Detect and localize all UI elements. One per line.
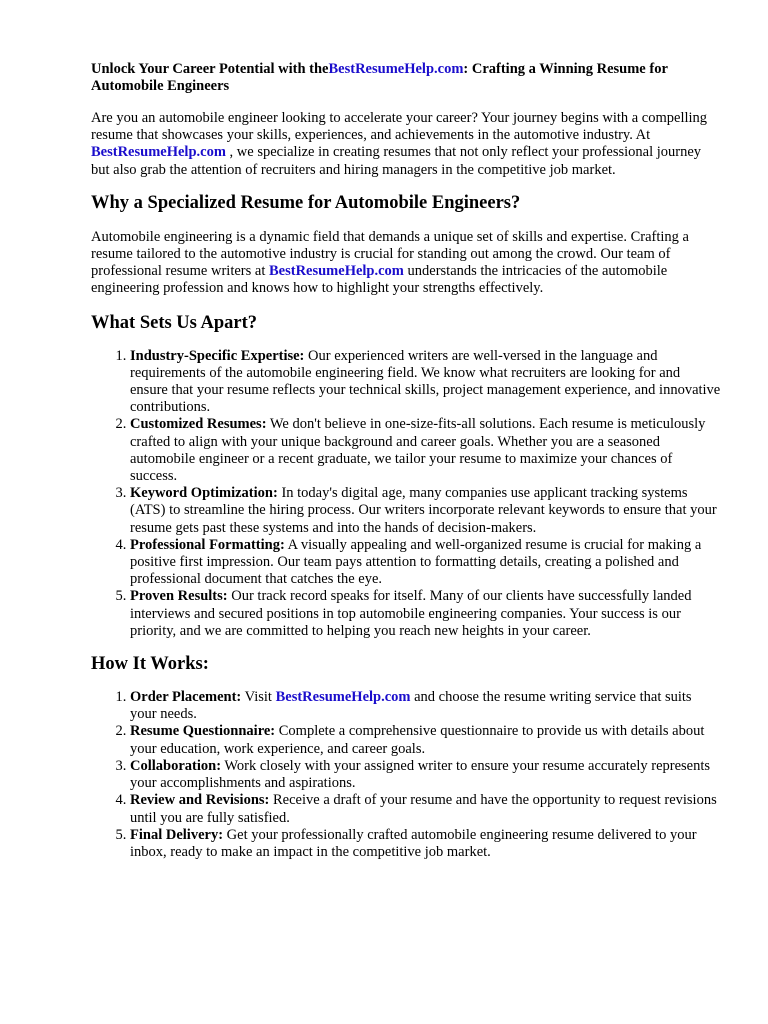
why-text-2: understands the intricacies of the automobile engineering profession and knows how to highlight your strengths effectively. [91,263,668,297]
item-label: Industry-Specific Expertise: [130,347,305,364]
item-text: Complete a comprehensive questionnaire to provide us with details about your education, work experience, and career goals. [130,723,705,757]
why-heading: Why a Specialized Resume for Automobile Engineers? [91,192,521,213]
how-link[interactable]: BestResumeHelp.com [275,689,411,706]
intro-text-1: Are you an automobile engineer looking to accelerate your career? Your journey begins with a compelling resume that showcases your skills, experiences, and achievements in the automotive industry. At [91,110,708,144]
item-label: Proven Results: [130,588,228,605]
item-label: Resume Questionnaire: [130,723,276,740]
item-text: Our track record speaks for itself. Many of our clients have successfully landed interviews and secured positions in top automobile engineering companies. Your success is our priority, and we are committed to helping you reach new heights in your career. [130,588,692,639]
list-item [130,416,721,485]
how-list [91,689,721,861]
item-label: Review and Revisions: [130,792,270,809]
list-item [130,689,721,723]
item-label: Final Delivery: [130,826,224,843]
item-text: and choose the resume writing service that suits your needs. [130,689,692,723]
apart-list [91,348,721,640]
item-text: Our experienced writers are well-versed in the language and requirements of the automobile engineering field. We know what recruiters are looking for and ensure that your resume reflects your technical skills, project management experience, and innovative contributions. [130,347,721,416]
list-item [130,723,721,757]
item-text: We don't believe in one-size-fits-all solutions. Each resume is meticulously crafted to align with your unique background and career goals. Whether you are a seasoned automobile engineer or a recent graduate, we tailor your resume to maximize your chances of success. [130,416,706,485]
list-item [130,537,721,589]
how-heading: How It Works: [91,654,209,675]
list-item [130,588,721,640]
apart-heading: What Sets Us Apart? [91,312,257,333]
title-link[interactable]: BestResumeHelp.com [328,61,464,77]
why-link[interactable]: BestResumeHelp.com [268,263,404,280]
why-paragraph [91,229,721,298]
page-title [91,61,721,95]
why-text-1: Automobile engineering is a dynamic field that demands a unique set of skills and expertise. Crafting a resume tailored to the automotive industry is crucial for standing out among the crowd. Our team of professional resume writers at [91,228,689,280]
item-text: Receive a draft of your resume and have the opportunity to request revisions until you are fully satisfied. [130,792,717,826]
document-page [91,61,721,861]
title-prefix: Unlock Your Career Potential with the [91,61,329,77]
list-item [130,758,721,792]
list-item [130,827,721,861]
list-item [130,792,721,826]
list-item [130,348,721,417]
item-text: A visually appealing and well-organized resume is crucial for making a positive first impression. Our team pays attention to formatting details, creating a polished and professional document that catches the eye. [130,536,702,588]
intro-link[interactable]: BestResumeHelp.com [91,144,226,161]
list-item [130,485,721,537]
intro-paragraph [91,110,721,179]
item-label: Customized Resumes: [130,416,267,433]
intro-text-2: , we specialize in creating resumes that not only reflect your professional journey but also grab the attention of recruiters and hiring managers in the competitive job market. [91,144,702,178]
title-suffix: : Crafting a Winning Resume for Automobile Engineers [91,61,668,94]
item-text: In today's digital age, many companies use applicant tracking systems (ATS) to streamline the hiring process. Our writers incorporate relevant keywords to ensure that your resume gets past these systems and into the hands of decision-makers. [130,485,717,536]
item-label: Collaboration: [130,757,222,774]
item-label: Order Placement: [130,689,242,706]
item-text-before: Visit [241,689,276,706]
item-label: Keyword Optimization: [130,485,278,502]
item-text: Get your professionally crafted automobile engineering resume delivered to your inbox, ready to make an impact in the competitive job market. [130,826,697,860]
item-label: Professional Formatting: [130,536,285,553]
item-text: Work closely with your assigned writer to ensure your resume accurately represents your accomplishments and aspirations. [130,757,711,792]
